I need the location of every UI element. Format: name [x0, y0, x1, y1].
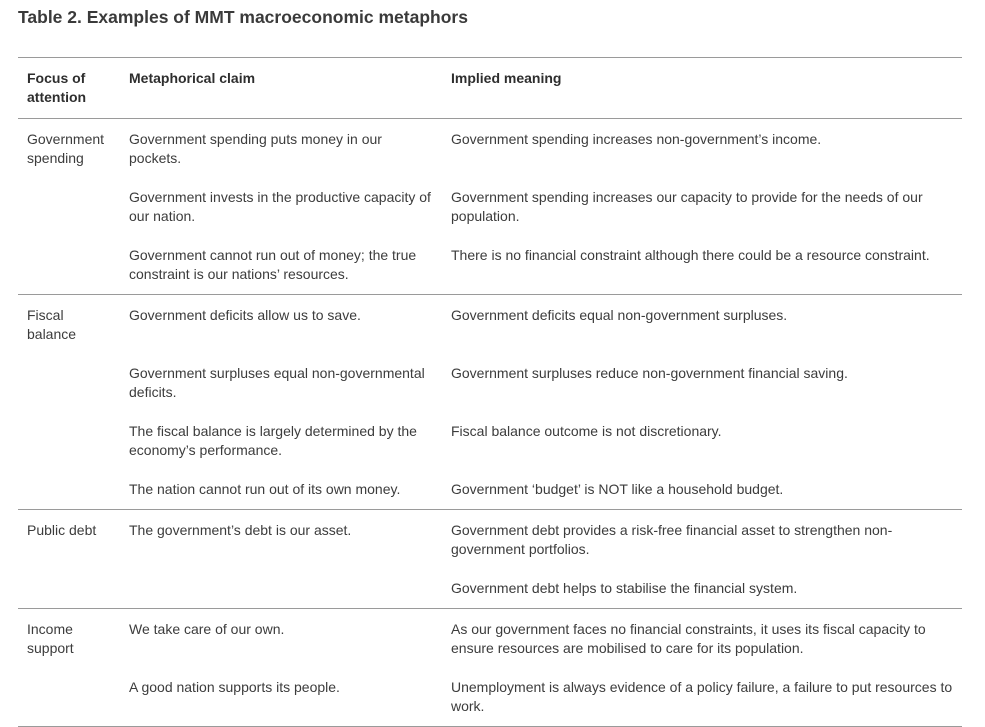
- header-focus: Focus of attention: [18, 58, 120, 119]
- claim-cell: The nation cannot run out of its own money.: [120, 460, 443, 510]
- claim-cell: Government spending puts money in our pockets.: [129, 131, 382, 166]
- table-row: [18, 609, 962, 659]
- table-title: Table 2. Examples of MMT macroeconomic metaphors: [18, 7, 468, 27]
- header-meaning: Implied meaning: [443, 58, 962, 119]
- table-row: [18, 658, 962, 727]
- focus-cell: Public debt: [18, 510, 120, 609]
- meaning-cell: Government ‘budget’ is NOT like a household budget.: [443, 460, 962, 510]
- metaphors-table: [18, 57, 962, 727]
- claim-cell: Government invests in the productive capacity of our nation.: [129, 189, 431, 224]
- claim-cell: [120, 559, 443, 609]
- meaning-cell: There is no financial constraint although there could be a resource constraint.: [443, 226, 962, 295]
- table-header-row: [18, 58, 962, 119]
- claim-cell: We take care of our own.: [129, 621, 285, 637]
- claim-cell: A good nation supports its people.: [120, 658, 443, 727]
- meaning-cell: Government spending increases our capacity to provide for the needs of our population.: [451, 189, 923, 224]
- meaning-cell: Fiscal balance outcome is not discretionary.: [451, 423, 722, 439]
- table-row: [18, 119, 962, 169]
- meaning-cell: Government debt helps to stabilise the financial system.: [443, 559, 962, 609]
- table-row: [18, 168, 962, 226]
- table-row: [18, 460, 962, 510]
- meaning-cell: Government debt provides a risk-free financial asset to strengthen non-government portfolios.: [451, 522, 893, 557]
- meaning-cell: Government spending increases non-government’s income.: [451, 131, 822, 147]
- claim-cell: The fiscal balance is largely determined by the economy’s performance.: [129, 423, 417, 458]
- meaning-cell: As our government faces no financial constraints, it uses its fiscal capacity to ensure resources are mobilised to care for its population.: [451, 621, 926, 656]
- table-row: [18, 559, 962, 609]
- header-claim: Metaphorical claim: [120, 58, 443, 119]
- table-row: [18, 295, 962, 326]
- claim-cell: Government deficits allow us to save.: [129, 307, 361, 323]
- table-row: [18, 226, 962, 295]
- claim-cell: Government surpluses equal non-governmental deficits.: [129, 365, 425, 400]
- focus-cell: Income support: [18, 609, 120, 727]
- meaning-cell: Unemployment is always evidence of a policy failure, a failure to put resources to work.: [443, 658, 962, 727]
- table-row: [18, 510, 962, 560]
- focus-cell: Government spending: [18, 119, 120, 295]
- claim-cell: The government’s debt is our asset.: [129, 522, 352, 538]
- meaning-cell: Government surpluses reduce non-government financial saving.: [451, 365, 848, 381]
- table-row: [18, 325, 962, 402]
- focus-cell: Fiscal balance: [18, 295, 120, 510]
- claim-cell: Government cannot run out of money; the true constraint is our nations’ resources.: [120, 226, 443, 295]
- meaning-cell: Government deficits equal non-government surpluses.: [451, 307, 788, 323]
- table-row: [18, 402, 962, 460]
